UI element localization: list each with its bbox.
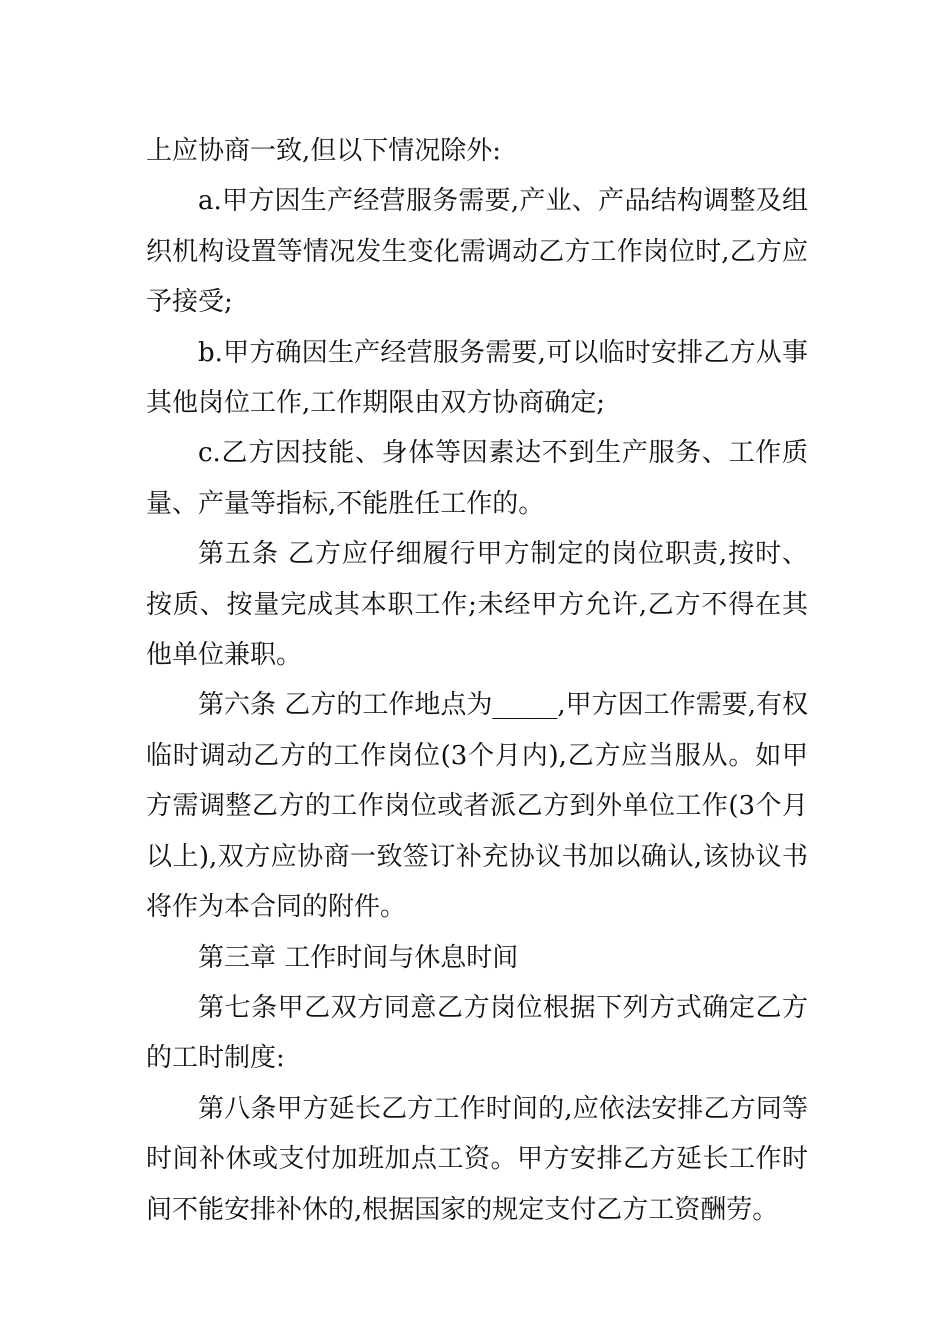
paragraph-article-5: 第五条 乙方应仔细履行甲方制定的岗位职责,按时、按质、按量完成其本职工作;未经甲方允许,乙方不得在其他单位兼职。 xyxy=(146,539,808,671)
paragraph-article-7: 第七条甲乙双方同意乙方岗位根据下列方式确定乙方的工时制度: xyxy=(146,992,808,1074)
paragraph-item-c: c.乙方因技能、身体等因素达不到生产服务、工作质量、产量等指标,不能胜任工作的。 xyxy=(146,438,808,519)
document-body xyxy=(146,126,808,1235)
chapter-heading-3: 第三章 工作时间与休息时间 xyxy=(198,942,519,973)
paragraph-continuation: 上应协商一致,但以下情况除外: xyxy=(146,136,502,166)
paragraph-article-8: 第八条甲方延长乙方工作时间的,应依法安排乙方同等时间补休或支付加班加点工资。甲方安排乙方延长工作时间不能安排补休的,根据国家的规定支付乙方工资酬劳。 xyxy=(146,1093,808,1225)
paragraph-article-6: 第六条 乙方的工作地点为_____,甲方因工作需要,有权临时调动乙方的工作岗位(3个月内),乙方应当服从。如甲方需调整乙方的工作岗位或者派乙方到外单位工作(3个月以上),双方应协商一致签订补充协议书加以确认,该协议书将作为本合同的附件。 xyxy=(146,690,808,923)
paragraph-item-a: a.甲方因生产经营服务需要,产业、产品结构调整及组织机构设置等情况发生变化需调动乙方工作岗位时,乙方应予接受; xyxy=(146,186,808,318)
paragraph-item-b: b.甲方确因生产经营服务需要,可以临时安排乙方从事其他岗位工作,工作期限由双方协商确定; xyxy=(146,337,808,419)
